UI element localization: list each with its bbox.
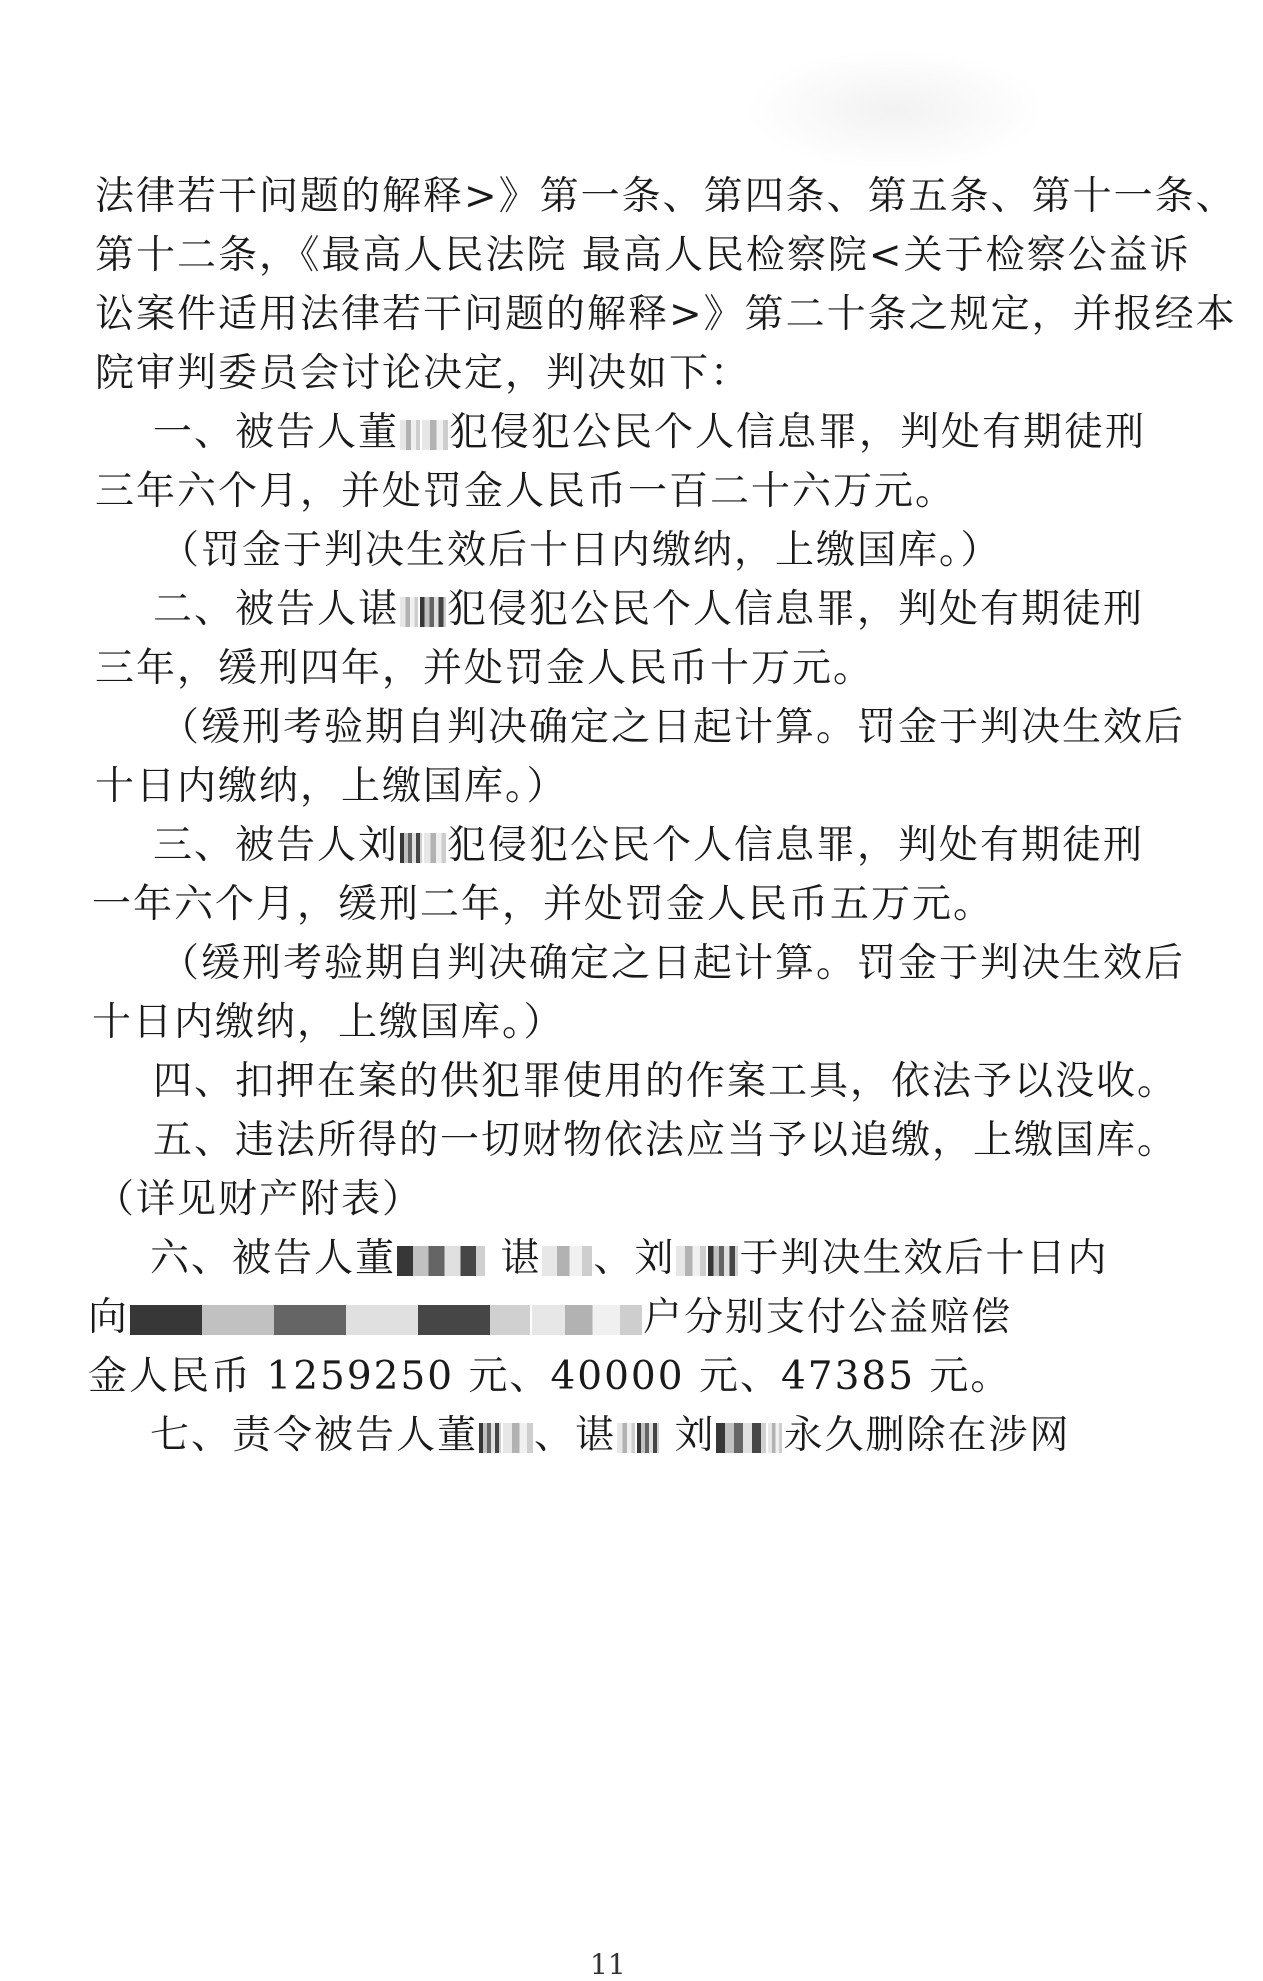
redacted-name <box>542 1246 592 1276</box>
redacted-name <box>422 420 448 450</box>
redacted-name <box>400 597 418 627</box>
text-line: （缓刑考验期自判决确定之日起计算。罚金于判决生效后 <box>160 705 1186 750</box>
verdict-item-3 <box>153 821 1144 871</box>
redacted-name <box>400 833 422 863</box>
text-line: 十日内缴纳，上缴国库。） <box>92 1000 565 1045</box>
text-line: （缓刑考验期自判决确定之日起计算。罚金于判决生效后 <box>160 941 1186 986</box>
verdict-item-6-line2 <box>88 1293 1012 1343</box>
text-segment: 永久删除在涉网 <box>783 1413 1071 1458</box>
redacted-name <box>400 420 420 450</box>
text-segment: 刘 <box>674 1413 716 1458</box>
text-segment: 六、被告人董 <box>150 1236 397 1281</box>
text-segment: 一、被告人董 <box>153 410 400 455</box>
text-segment: 七、责令被告人董 <box>150 1413 479 1458</box>
text-line: （详见财产附表） <box>95 1177 424 1222</box>
text-segment: 二、被告人谌 <box>153 587 400 632</box>
redacted-name <box>676 1246 706 1276</box>
redacted-name <box>708 1246 738 1276</box>
text-line: 五、违法所得的一切财物依法应当予以追缴，上缴国库。 <box>153 1118 1179 1163</box>
faded-seal-stamp <box>745 50 1045 170</box>
text-segment: 户分别支付公益赔偿 <box>643 1295 1013 1340</box>
text-line: 十日内缴纳，上缴国库。） <box>95 764 568 809</box>
text-segment: 谌 <box>500 1236 542 1281</box>
text-line: 院审判委员会讨论决定，判决如下： <box>95 351 752 396</box>
text-line: 法律若干问题的解释>》第一条、第四条、第五条、第十一条、 <box>95 174 1237 219</box>
text-line: 金人民币 1259250 元、40000 元、47385 元。 <box>88 1354 1012 1399</box>
redacted-name <box>420 597 446 627</box>
text-segment: 于判决生效后十日内 <box>739 1236 1109 1281</box>
redacted-name <box>768 1423 782 1453</box>
text-line: 讼案件适用法律若干问题的解释>》第二十条之规定，并报经本 <box>95 292 1237 337</box>
redacted-account <box>130 1305 530 1335</box>
text-segment: 三、被告人刘 <box>153 823 400 868</box>
redacted-name <box>479 1423 501 1453</box>
verdict-item-1 <box>153 408 1146 458</box>
redacted-name <box>503 1423 533 1453</box>
page-number: 11 <box>590 1948 626 1981</box>
text-line: （罚金于判决生效后十日内缴纳，上缴国库。） <box>160 528 1002 573</box>
verdict-item-7 <box>150 1411 1070 1461</box>
redacted-name <box>637 1423 659 1453</box>
text-segment: 、谌 <box>534 1413 617 1458</box>
text-line: 三年六个月，并处罚金人民币一百二十六万元。 <box>95 469 957 514</box>
redacted-name <box>617 1423 635 1453</box>
verdict-item-6 <box>150 1234 1108 1284</box>
verdict-item-2 <box>153 585 1144 635</box>
redacted-account <box>532 1305 642 1335</box>
text-line: 三年，缓刑四年，并处罚金人民币十万元。 <box>95 646 875 691</box>
redacted-name <box>424 833 446 863</box>
text-line: 第十二条，《最高人民法院 最高人民检察院<关于检察公益诉 <box>95 233 1191 278</box>
text-segment: 犯侵犯公民个人信息罪，判处有期徒刑 <box>447 587 1145 632</box>
text-segment: 犯侵犯公民个人信息罪，判处有期徒刑 <box>449 410 1147 455</box>
redacted-name <box>716 1423 766 1453</box>
text-segment: 向 <box>88 1295 130 1340</box>
text-segment: 犯侵犯公民个人信息罪，判处有期徒刑 <box>447 823 1145 868</box>
text-line: 四、扣押在案的供犯罪使用的作案工具，依法予以没收。 <box>153 1059 1179 1104</box>
text-line: 一年六个月，缓刑二年，并处罚金人民币五万元。 <box>92 882 995 927</box>
text-segment: 、刘 <box>593 1236 676 1281</box>
redacted-name <box>397 1246 485 1276</box>
